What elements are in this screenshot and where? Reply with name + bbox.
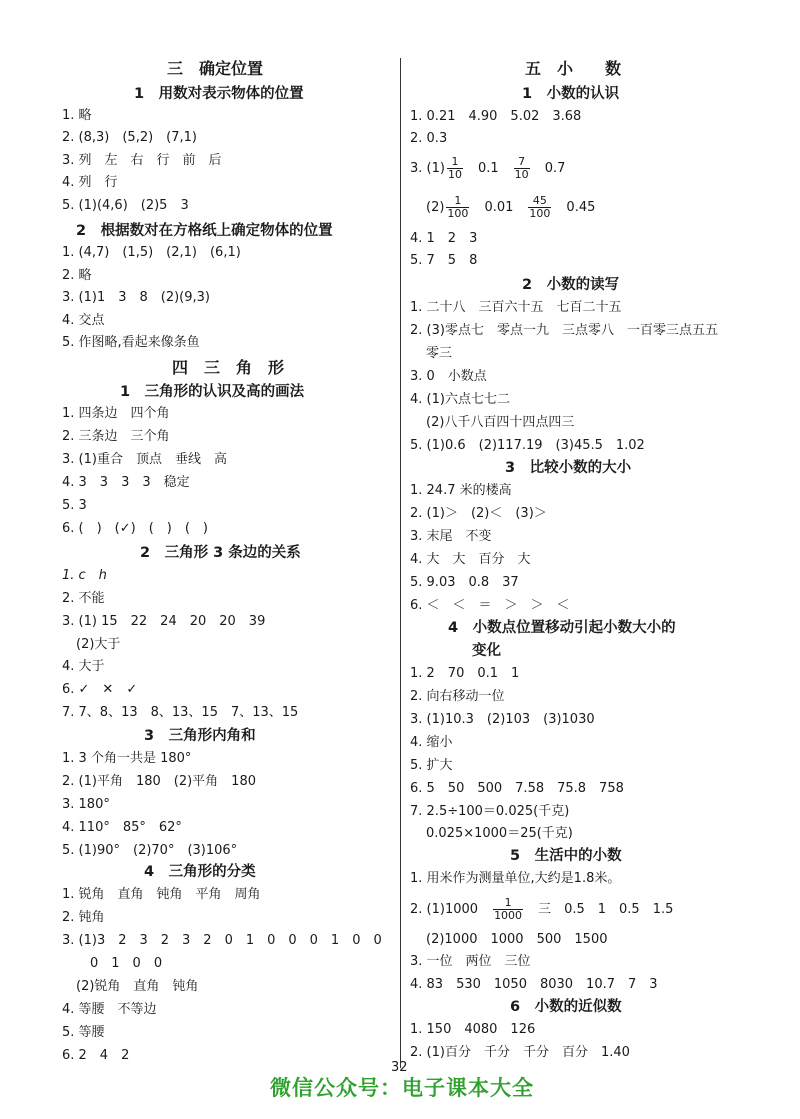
fraction: $\frac{1}{10}$: [447, 155, 462, 181]
answer-line: 6. ＜ ＜ ＝ ＞ ＞ ＜: [410, 598, 570, 613]
answer-line: 4. 1 2 3: [410, 231, 478, 246]
section-title-cont: 变化: [472, 643, 501, 659]
answer-line: 3. (1) 15 22 24 20 20 39: [62, 614, 266, 629]
fraction: $\frac{1}{100}$: [447, 194, 469, 220]
answer-line: 7. 7、8、13 8、13、15 7、13、15: [62, 705, 299, 720]
answer-line: 5. (1)(4,6) (2)5 3: [62, 198, 189, 213]
page-number: 32: [391, 1060, 408, 1075]
answer-line: 3. 0 小数点: [410, 369, 487, 384]
section-title: 2 小数的读写: [522, 277, 620, 293]
answer-line: 4. 列 行: [62, 175, 118, 190]
answer-line: 5. 等腰: [62, 1025, 105, 1040]
section-title: 6 小数的近似数: [510, 999, 622, 1015]
section-title: 2 三角形 3 条边的关系: [140, 545, 301, 561]
answer-line: 4. 83 530 1050 8030 10.7 7 3: [410, 977, 658, 992]
answer-line: 3. (1)1 3 8 (2)(9,3): [62, 290, 210, 305]
answer-line: 2. 略: [62, 268, 92, 283]
answer-line: 1. 150 4080 126: [410, 1022, 536, 1037]
section-title: 1 小数的认识: [522, 86, 620, 102]
answer-line: 1. 二十八 三百六十五 七百二十五: [410, 300, 622, 315]
answer-line: 5. 3: [62, 498, 87, 513]
answer-line-fraction: 2. (1)1000 $\frac{1}{1000}$ 三 0.5 1 0.5 1.5: [410, 896, 674, 922]
column-divider: [400, 58, 401, 1068]
answer-line: 6. ✓ ✕ ✓: [62, 682, 138, 697]
answer-line: 1. (4,7) (1,5) (2,1) (6,1): [62, 245, 241, 260]
answer-line: 4. 交点: [62, 313, 105, 328]
answer-line: 2. 不能: [62, 591, 105, 606]
answer-line: 1. 0.21 4.90 5.02 3.68: [410, 109, 582, 124]
section-title: 4 小数点位置移动引起小数大小的: [448, 620, 676, 636]
answer-line: 2. 三条边 三个角: [62, 429, 170, 444]
answer-line: 4. 大于: [62, 659, 105, 674]
section-title: 1 三角形的认识及高的画法: [120, 384, 305, 400]
watermark: 微信公众号：电子课本大全: [270, 1076, 534, 1100]
answer-line: 4. 110° 85° 62°: [62, 820, 182, 835]
answer-line: 3. 一位 两位 三位: [410, 954, 531, 969]
answer-line: 6. 2 4 2: [62, 1048, 130, 1063]
answer-line-fraction: 3. (1) $\frac{1}{10}$ 0.1 $\frac{7}{10}$ 0.7: [410, 155, 566, 181]
answer-line: 6. 5 50 500 7.58 75.8 758: [410, 781, 624, 796]
answer-line: 3. 180°: [62, 797, 110, 812]
answer-line: 2. (1)＞ (2)＜ (3)＞: [410, 506, 547, 521]
answer-line: 5. 7 5 8: [410, 253, 478, 268]
answer-line: 1. 略: [62, 108, 92, 123]
section-title: 3 三角形内角和: [144, 728, 256, 744]
answer-line: 6. ( ) (✓) ( ) ( ): [62, 521, 209, 536]
answer-line: 5. (1)0.6 (2)117.19 (3)45.5 1.02: [410, 438, 645, 453]
answer-line: 2. (1)百分 千分 千分 百分 1.40: [410, 1045, 630, 1060]
answer-line: 2. 0.3: [410, 131, 448, 146]
answer-line: 7. 2.5÷100＝0.025(千克): [410, 804, 570, 819]
answer-line: 0.025×1000＝25(千克): [426, 826, 573, 841]
answer-line: 2. (3)零点七 零点一九 三点零八 一百零三点五五: [410, 323, 718, 338]
section-title: 5 生活中的小数: [510, 848, 622, 864]
answer-line: 5. 作图略,看起来像条鱼: [62, 335, 200, 350]
answer-line: 1. 锐角 直角 钝角 平角 周角: [62, 887, 261, 902]
section-title: 1 用数对表示物体的位置: [134, 86, 304, 102]
fraction: $\frac{45}{100}$: [529, 194, 551, 220]
answer-line: 1. 24.7 米的楼高: [410, 483, 512, 498]
section-title: 3 比较小数的大小: [505, 460, 632, 476]
answer-line: 2. 钝角: [62, 910, 105, 925]
answer-line: (2)1000 1000 500 1500: [426, 932, 608, 947]
answer-line: 3. 列 左 右 行 前 后: [62, 153, 222, 168]
fraction: $\frac{1}{1000}$: [494, 896, 523, 922]
answer-line: 2. (1)平角 180 (2)平角 180: [62, 774, 256, 789]
fraction: $\frac{7}{10}$: [514, 155, 529, 181]
answer-line: 2. 向右移动一位: [410, 689, 505, 704]
answer-line: 3. (1)10.3 (2)103 (3)1030: [410, 712, 595, 727]
chapter-3-title: 三 确定位置: [167, 59, 264, 78]
answer-line: 4. (1)六点七七二: [410, 392, 510, 407]
answer-line: 4. 等腰 不等边: [62, 1002, 157, 1017]
answer-line: (2)锐角 直角 钝角: [76, 979, 199, 994]
answer-line: 5. (1)90° (2)70° (3)106°: [62, 843, 238, 858]
answer-line: 4. 大 大 百分 大: [410, 552, 531, 567]
chapter-4-title: 四 三 角 形: [172, 358, 285, 377]
answer-line: 1. 3 个角一共是 180°: [62, 751, 192, 766]
chapter-5-title: 五 小 数: [525, 59, 622, 78]
answer-line: 3. 末尾 不变: [410, 529, 492, 544]
answer-line: 1. 2 70 0.1 1: [410, 666, 520, 681]
answer-line: 0 1 0 0: [90, 956, 163, 971]
answer-line: 2. (8,3) (5,2) (7,1): [62, 130, 197, 145]
answer-line: 3. (1)3 2 3 2 3 2 0 1 0 0 0 1 0 0: [62, 933, 382, 948]
section-title: 2 根据数对在方格纸上确定物体的位置: [76, 223, 333, 239]
answer-line: 1. 四条边 四个角: [62, 406, 170, 421]
answer-line: 5. 扩大: [410, 758, 453, 773]
answer-line: 4. 缩小: [410, 735, 453, 750]
answer-line: 1. c h: [62, 568, 107, 583]
answer-line-fraction: (2) $\frac{1}{100}$ 0.01 $\frac{45}{100}$ 0.45: [426, 194, 596, 220]
answer-line: 零三: [426, 346, 453, 361]
section-title: 4 三角形的分类: [144, 864, 256, 880]
answer-line: 3. (1)重合 顶点 垂线 高: [62, 452, 227, 467]
answer-line: (2)八千八百四十四点四三: [426, 415, 575, 430]
answer-line: 4. 3 3 3 3 稳定: [62, 475, 190, 490]
answer-line: 1. 用米作为测量单位,大约是1.8米。: [410, 871, 621, 886]
answer-line: (2)大于: [76, 637, 121, 652]
answer-line: 5. 9.03 0.8 37: [410, 575, 519, 590]
